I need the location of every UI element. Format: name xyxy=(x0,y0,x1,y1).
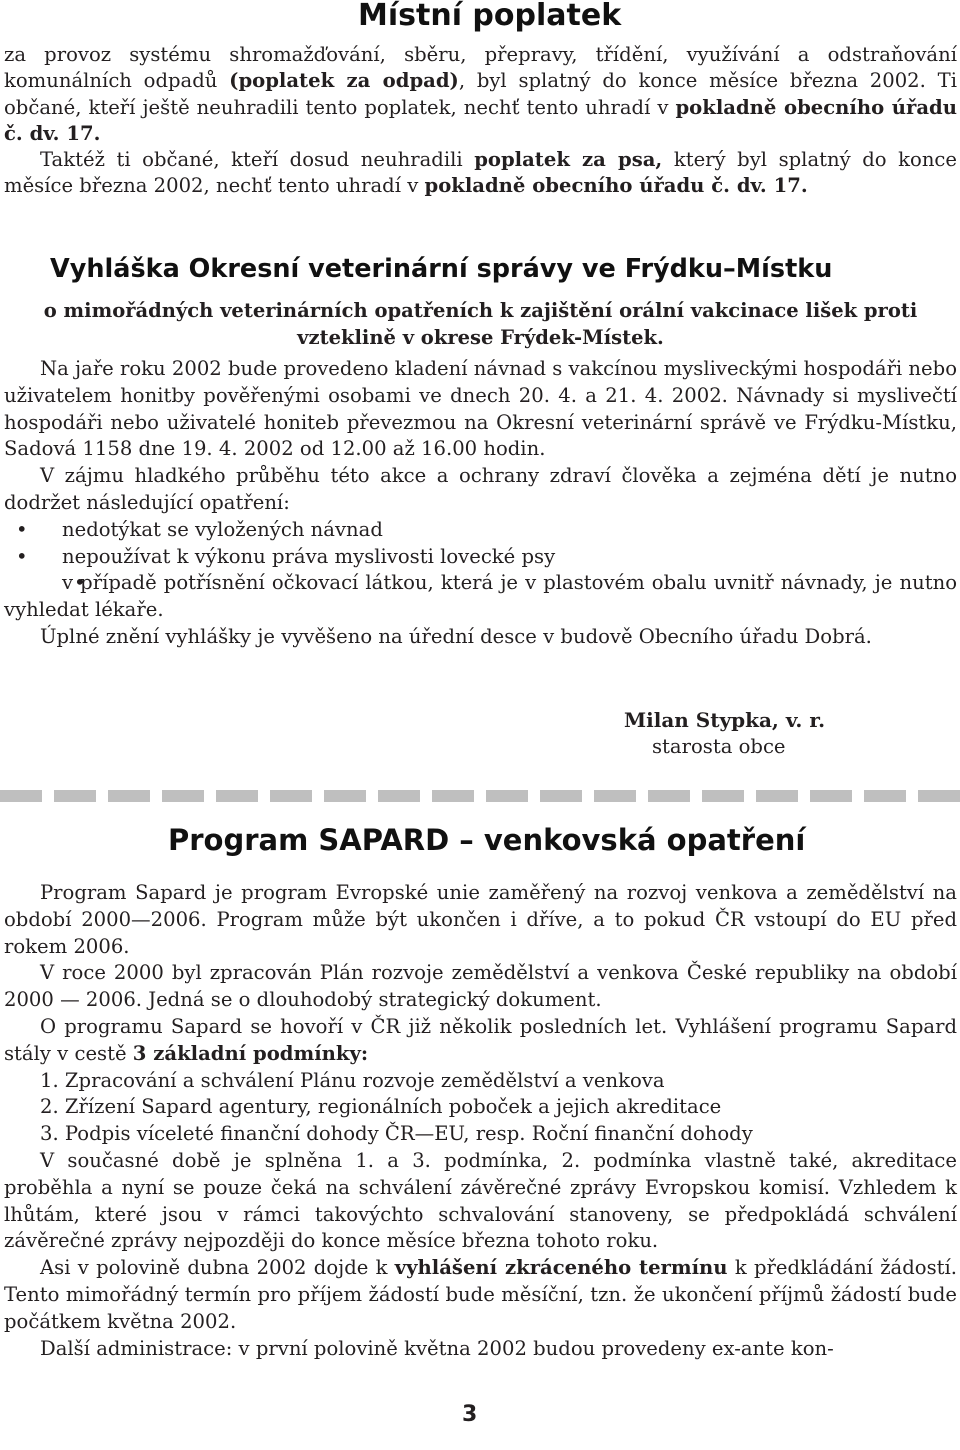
page-number: 3 xyxy=(462,1402,478,1427)
decree-paragraph-measures: V zájmu hladkého průběhu této akce a ochrany zdraví člověka a zejména dětí je nutno dodržet následující opatření: xyxy=(4,464,957,514)
dog-fee-paragraph: Taktéž ti občané, kteří dosud neuhradili poplatek za psa, který byl splatný do konce měsíce března 2002, nechť tento uhradí v pokladně obecního úřadu č. dv. 17. xyxy=(4,148,958,198)
section-title-veterinary-decree: Vyhláška Okresní veterinární správy ve Frýdku–Místku xyxy=(50,254,833,284)
list-item: • nepoužívat k výkonu práva myslivosti lovecké psy xyxy=(4,544,957,571)
sapard-paragraph-intro: Program Sapard je program Evropské unie zaměřený na rozvoj venkova a zemědělství na období 2000—2006. Program může být ukončen i dříve, a to pokud ČR vstoupí do EU před rokem 2006. xyxy=(4,881,957,958)
decree-paragraph-dates: Na jaře roku 2002 bude provedeno kladení návnad s vakcínou mysliveckými hospodáři nebo uživatelem honitby pověřenými osobami ve dnech 20. 4. a 21. 4. 2002. Návnady si myslivečtí hospodáři nebo uživatelé honiteb převezmou na Okresní veterinární správě ve Frýdku-Místku, Sadová 1158 dne 19. 4. 2002 od 12.00 až 16.00 hodin. xyxy=(4,357,957,461)
sapard-paragraph-deadline: Asi v polovině dubna 2002 dojde k vyhlášení zkráceného termínu k předkládání žádostí. Tento mimořádný termín pro příjem žádostí bude měsíční, tzn. že ukončení příjmů žádostí bude počátkem května 2002. xyxy=(4,1256,957,1333)
section-title-local-fee: Místní poplatek xyxy=(358,0,622,33)
list-item: • v případě potřísnění očkovací látkou, která je v plastovém obalu uvnitř návnady, je nutno vyhledat lékaře. xyxy=(4,570,957,624)
emphasized-text: (poplatek za odpad) xyxy=(229,69,459,93)
section-title-sapard: Program SAPARD – venkovská opatření xyxy=(168,823,806,857)
list-item: • nedotýkat se vyložených návnad xyxy=(4,517,957,544)
list-item: 2. Zřízení Sapard agentury, regionálních poboček a jejich akreditace xyxy=(40,1095,722,1119)
sapard-paragraph-status: V současné době je splněna 1. a 3. podmínka, 2. podmínka vlastně také, akreditace proběhla a nyní se pouze čeká na schválení závěrečné zprávy Evropskou komisí. Vzhledem k lhůtám, které jsou v rámci takovýchto schvalování stanoveny, se předpokládá schválení závěrečné zprávy nejpozději do konce měsíce března tohoto roku. xyxy=(4,1148,957,1253)
emphasized-text: vyhlášení zkráceného termínu xyxy=(394,1256,728,1280)
sapard-paragraph-plan: V roce 2000 byl zpracován Plán rozvoje zemědělství a venkova České republiky na období 2000 — 2006. Jedná se o dlouhodobý strategický dokument. xyxy=(4,961,957,1012)
emphasized-text: 3 základní podmínky: xyxy=(132,1041,369,1065)
decree-text xyxy=(4,356,957,651)
decree-subtitle: o mimořádných veterinárních opatřeních k zajištění orální vakcinace lišek proti vzteklině v okrese Frýdek-Místek. xyxy=(43,299,918,349)
list-item: 3. Podpis víceleté finanční dohody ČR—EU, resp. Roční finanční dohody xyxy=(40,1122,753,1146)
measures-list xyxy=(4,517,957,624)
decree-paragraph-notice: Úplné znění vyhlášky je vyvěšeno na úřední desce v budově Obecního úřadu Dobrá. xyxy=(40,624,872,648)
local-fee-text xyxy=(4,42,957,200)
waste-fee-paragraph: za provoz systému shromažďování, sběru, přepravy, třídění, využívání a odstraňování komunálních odpadů (poplatek za odpad), byl splatný do konce měsíce března 2002. Ti občané, kteří ještě neuhradili tento poplatek, nechť tento uhradí v pokladně obecního úřadu č. dv. 17. xyxy=(4,43,957,145)
signature-role: starosta obce xyxy=(652,735,786,758)
emphasized-text: pokladně obecního úřadu č. dv. 17. xyxy=(4,95,957,145)
section-divider xyxy=(0,790,960,802)
emphasized-text: pokladně obecního úřadu č. dv. 17. xyxy=(424,174,808,198)
emphasized-text: poplatek za psa, xyxy=(474,148,663,172)
signature-name: Milan Stypka, v. r. xyxy=(624,708,826,732)
list-item: 1. Zpracování a schválení Plánu rozvoje zemědělství a venkova xyxy=(40,1068,665,1092)
sapard-paragraph-conditions: O programu Sapard se hovoří v ČR již několik posledních let. Vyhlášení programu Sapard stály v cestě 3 základní podmínky: xyxy=(4,1014,957,1065)
sapard-text xyxy=(4,880,957,1362)
sapard-paragraph-administration: Další administrace: v první polovině května 2002 budou provedeny ex-ante kon- xyxy=(40,1336,834,1360)
